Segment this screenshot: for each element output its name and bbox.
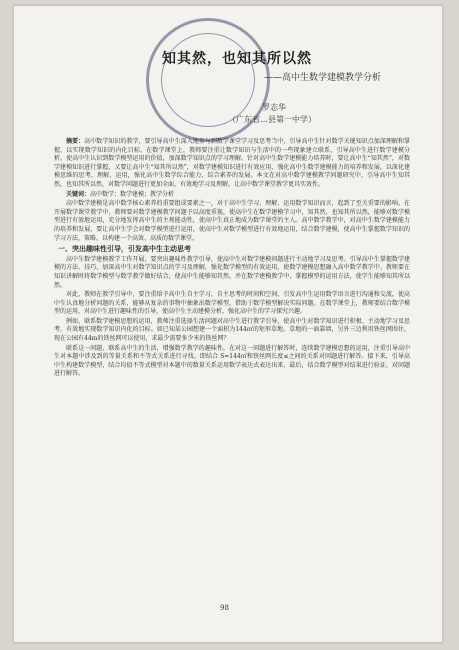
- article-title: 知其然，也知其所以然: [162, 51, 312, 67]
- abstract-text: 高中数学知识的教学，要引导高中生深入地参与到数学课堂学习及思考当中，引导高中生针对数学关键知识点加深理解和掌握，以实现数学知识的内化目标。在数学课堂上，教师要注重让数学知识与生活中的一些现象建立联系，引导高中生进行数学建模分析，使高中生认识到数学模型运用的价值，加深数学知识点的学习理解。针对高中生数学建模能力培养时，要让高中生“知其然”，对数学建模知识进行掌握，又要让高中生“知其所以然”，对数学建模知识进行有效应用，强化高中生数学建模能力的培养和发展。以深化建模思维的思考、理解、运用，强化高中生数学综合能力，综合素养的发展。本文在对高中数学建模教学问题研究中，引导高中生知其然，也知其所以然，对数学问题进行更加全面、有效地学习及理解，让高中数学课堂教学更具实效性。: [54, 138, 410, 188]
- intro-paragraph: 高中数学建模是高中数学核心素养的重要组成要素之一，对于高中生学习、理解、运用数学知识而言，起到了至关重要的影响。在开展数学课堂教学中，教师要对数学建模教学问题予以高度重视，使高中生在数学建模学习中，知其然，也知其所以然，能够对数学模型进行有效地运用，充分地发挥高中生的主观能动性，使高中生真正地成为数学课堂的主人。高中数学教学中，对高中生数学建模能力的培养和发展，要让高中生学会对数学模型进行运用，使高中生对数学模型进行有效地运用，结合数学建模，使高中生掌握数学知识的学习方法，策略，以构建一个高效、高质的数学课堂。: [54, 200, 410, 242]
- section-paragraph: 高中生数学建模教学工作开展，要突出趣味性教学引导，使高中生对数学建模问题进行主动地学习及思考。引导高中生掌握数学建模的方法、技巧，加深高中生对数学知识点的学习及理解，强化数学模型的有效运用，使数学建模思想融入高中数学教学中。教师要在知识讲解时将数学模型与数学教学做好结合，使高中生能够知其然，并在数学建模教学中，掌握模型的运用方法，使学生能够知其所以然。: [54, 255, 410, 289]
- article-body: [54, 138, 410, 380]
- section-paragraph: 联系这一问题，联系高中生的生活，增强数学教学的趣味性。在对这一问题进行解答时，连续数学建模思想的运用，注重引导高中生对本题中涉及到的等量关系和不等式关系进行寻找。即结合 S=144㎡和铁丝网长度≤之间的关系对问题进行解答。接下来，引导高中生构建数学模型，结合均值不等式模型对本题中的数量关系运用数学表达式表达出来，最后，结合数学模型对结果进行验证，对问题进行解答。: [54, 344, 410, 378]
- section-paragraph: 例如，联系数学建模思想的运用，教师注重选择生活问题对高中生进行教学引导，使高中生对数学知识进行积极、主动地学习及思考，有效地实现数学知识内化的目标。如已知某公园想建一个面积为144㎡的矩形草地，草地的一面靠墙，另外三边利用铁丝网围住，现在公园有44m的铁丝网可以使用，求最少需要多少米的铁丝网？: [54, 317, 410, 343]
- abstract-label: 摘要：: [66, 138, 85, 145]
- keywords-text: 高中数学；数学建模；教学分析: [90, 190, 175, 198]
- section-heading: 一、突出趣味性引导，引发高中生主动思考: [58, 244, 191, 254]
- document-page: [14, 6, 442, 642]
- author-name: 罗志华: [262, 103, 286, 112]
- section-paragraph: 对此，教师在教学引导中，要注重给予高中生自主学习，自主思考的时间和空间，引发高中生运用数学语言进行沟通和交流，使高中生认真地分析问题的关系，能够从复杂的事物中抽象出数学模型，借助于数学模型解决实际问题。在数学课堂上，教师要结合数学模型的运用，对高中生进行趣味性的引导，使高中生主动建模分析，强化高中生的学习探究兴趣。: [54, 291, 410, 316]
- keywords-paragraph: [54, 191, 410, 200]
- article-subtitle: ——高中生数学建模教学分析: [264, 73, 382, 83]
- abstract-paragraph: [54, 138, 410, 190]
- page-number: 98: [220, 604, 229, 612]
- keywords-label: 关键词：: [66, 190, 91, 198]
- author-affiliation: （广东省…县第一中学）: [228, 115, 316, 124]
